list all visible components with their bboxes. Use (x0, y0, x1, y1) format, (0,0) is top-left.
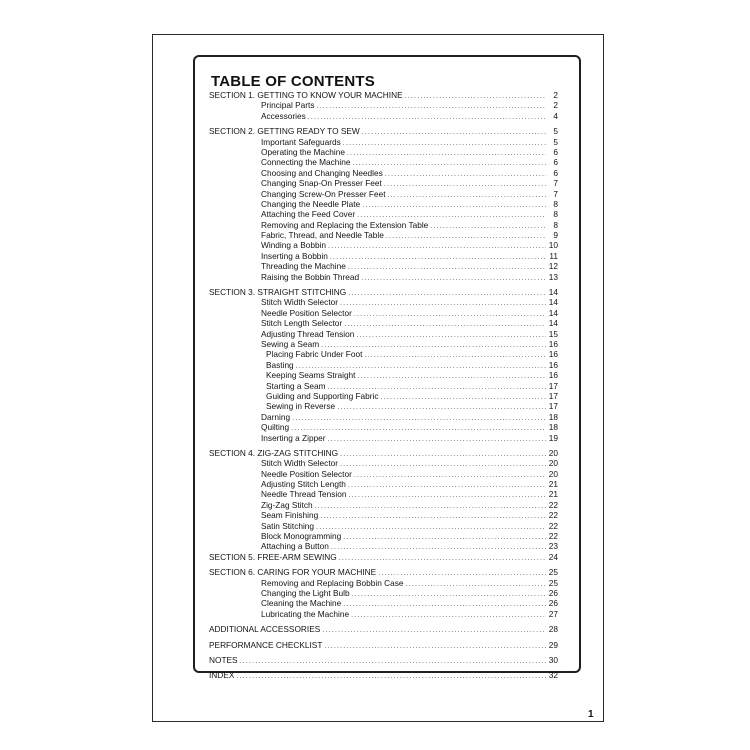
toc-entry-label: INDEX (209, 670, 235, 681)
toc-entry (209, 531, 558, 541)
toc-entry-page: 2 (553, 90, 558, 100)
toc-entry-label: Changing Screw-On Presser Feet (261, 188, 386, 199)
toc-entry (209, 391, 558, 401)
toc-entry-page: 21 (548, 479, 558, 490)
toc-entry (209, 422, 558, 432)
toc-entry-page: 14 (548, 297, 558, 308)
toc-entry-label: Needle Thread Tension (261, 489, 347, 500)
toc-entry (209, 178, 558, 188)
toc-entry-page: 5 (553, 126, 558, 137)
toc-entry (209, 510, 558, 520)
toc-entry-page: 17 (548, 401, 558, 412)
toc-entry (209, 308, 558, 318)
toc-entry-label: Guiding and Supporting Fabric (266, 390, 379, 401)
toc-entry (209, 469, 558, 479)
toc-entry (209, 287, 558, 297)
toc-entry-page: 32 (548, 670, 558, 681)
toc-entry-page: 25 (548, 577, 558, 588)
toc-entry-label: SECTION 3. STRAIGHT STITCHING (209, 287, 347, 298)
toc-entry (209, 448, 558, 458)
toc-entry (209, 458, 558, 468)
dot-leader (361, 274, 546, 284)
toc-entry (209, 209, 558, 219)
toc-entry (209, 297, 558, 307)
toc-entry-label: Connecting the Machine (261, 157, 351, 168)
toc-entry-label: Satin Stitching (261, 520, 315, 531)
toc-entry-label: Principal Parts (261, 100, 315, 111)
dot-leader (343, 139, 546, 149)
toc-entry-label: NOTES (209, 654, 238, 665)
toc-entry-page: 10 (548, 240, 558, 251)
dot-leader (354, 471, 546, 481)
toc-entry-label: Adjusting Thread Tension (261, 328, 355, 339)
dot-leader (362, 201, 546, 211)
toc-entry-label: PERFORMANCE CHECKLIST (209, 639, 323, 650)
toc-entry-page: 6 (553, 146, 558, 157)
toc-entry-page: 2 (553, 100, 558, 111)
toc-entry (209, 329, 558, 339)
toc-entry (209, 189, 558, 199)
dot-leader (320, 512, 546, 522)
toc-entry-label: Block Monogramming (261, 531, 342, 542)
toc-entry (209, 90, 558, 100)
toc-entry-page: 13 (548, 271, 558, 282)
toc-entry (209, 433, 558, 443)
toc-entry-page: 8 (553, 198, 558, 209)
toc-entry-page: 5 (553, 136, 558, 147)
toc-entry-label: Needle Position Selector (261, 468, 352, 479)
dot-leader (328, 242, 546, 252)
toc-entry-page: 8 (553, 209, 558, 220)
toc-entry-page: 24 (548, 551, 558, 562)
toc-entry-page: 16 (548, 349, 558, 360)
dot-leader (348, 289, 546, 299)
toc-entry-page: 26 (548, 598, 558, 609)
toc-entry-label: Sewing in Reverse (266, 401, 336, 412)
dot-leader (340, 460, 546, 470)
toc-entry-label: Raising the Bobbin Thread (261, 271, 360, 282)
toc-entry-page: 6 (553, 157, 558, 168)
toc-entry (209, 240, 558, 250)
toc-entry (209, 381, 558, 391)
dot-leader (388, 191, 546, 201)
toc-entry-page: 20 (548, 458, 558, 469)
toc-entry-page: 15 (548, 328, 558, 339)
toc-entry-label: Attaching the Feed Cover (261, 209, 356, 220)
toc-entry-page: 22 (548, 510, 558, 521)
toc-entry-label: SECTION 2. GETTING READY TO SEW (209, 126, 360, 137)
toc-entry-label: Starting a Seam (266, 380, 326, 391)
toc-entry (209, 655, 558, 665)
toc-entry (209, 588, 558, 598)
dot-leader (386, 232, 546, 242)
toc-entry (209, 541, 558, 551)
toc-entry (209, 598, 558, 608)
toc-entry (209, 272, 558, 282)
toc-entry-page: 22 (548, 531, 558, 542)
toc-entry-page: 25 (548, 567, 558, 578)
toc-entry (209, 401, 558, 411)
toc-entry-page: 4 (553, 110, 558, 121)
toc-entry-page: 19 (548, 432, 558, 443)
toc-entry-label: Needle Position Selector (261, 307, 352, 318)
toc-entry (209, 500, 558, 510)
dot-leader (405, 92, 546, 102)
dot-leader (328, 435, 546, 445)
toc-entry-label: Keeping Seams Straight (266, 370, 356, 381)
toc-entry-label: SECTION 4. ZIG-ZAG STITCHING (209, 447, 339, 458)
toc-entry-label: Cleaning the Machine (261, 598, 342, 609)
toc-entry-page: 14 (548, 307, 558, 318)
dot-leader (331, 543, 546, 553)
toc-entry-label: Sewing a Seam (261, 338, 320, 349)
toc-entry (209, 670, 558, 680)
toc-entry-label: Adjusting Stitch Length (261, 479, 346, 490)
toc-entry-label: Choosing and Changing Needles (261, 167, 383, 178)
dot-leader (240, 657, 546, 667)
dot-leader (348, 481, 546, 491)
toc-entry-page: 29 (548, 639, 558, 650)
toc-entry-page: 7 (553, 178, 558, 189)
toc-entry (209, 111, 558, 121)
toc-entry-page: 14 (548, 287, 558, 298)
toc-entry-page: 6 (553, 167, 558, 178)
toc-entry (209, 349, 558, 359)
dot-leader (356, 331, 546, 341)
dot-leader (352, 590, 546, 600)
toc-entry-page: 18 (548, 411, 558, 422)
dot-leader (317, 102, 547, 112)
toc-entry (209, 552, 558, 562)
dot-leader (347, 149, 546, 159)
dot-leader (381, 393, 546, 403)
dot-leader (236, 672, 546, 682)
dot-leader (322, 626, 546, 636)
dot-leader (430, 222, 546, 232)
toc-entry (209, 412, 558, 422)
toc-entry-page: 16 (548, 370, 558, 381)
toc-entry (209, 137, 558, 147)
toc-entry-label: Changing the Light Bulb (261, 587, 350, 598)
toc-entry (209, 230, 558, 240)
toc-entry-label: Fabric, Thread, and Needle Table (261, 230, 384, 241)
toc-entry-page: 17 (548, 390, 558, 401)
toc-entry (209, 489, 558, 499)
toc-entry (209, 339, 558, 349)
toc-entry-label: SECTION 5. FREE-ARM SEWING (209, 551, 337, 562)
dot-leader (384, 180, 546, 190)
page-title: TABLE OF CONTENTS (211, 73, 375, 90)
dot-leader (348, 263, 546, 273)
toc-entry-label: Threading the Machine (261, 261, 346, 272)
toc-entry-label: Changing the Needle Plate (261, 198, 361, 209)
toc-entry-page: 20 (548, 447, 558, 458)
toc-entry-label: Changing Snap-On Presser Feet (261, 178, 382, 189)
toc-entry-page: 16 (548, 359, 558, 370)
dot-leader (357, 372, 546, 382)
toc-entry (209, 261, 558, 271)
toc-list (209, 90, 558, 681)
toc-entry-label: Important Safeguards (261, 136, 341, 147)
toc-entry-label: Inserting a Zipper (261, 432, 326, 443)
toc-entry-page: 22 (548, 499, 558, 510)
toc-entry-label: Zig-Zag Stitch (261, 499, 313, 510)
dot-leader (354, 310, 546, 320)
dot-leader (308, 113, 546, 123)
toc-entry (209, 126, 558, 136)
toc-entry-page: 8 (553, 219, 558, 230)
dot-leader (316, 523, 546, 533)
toc-entry-page: 14 (548, 318, 558, 329)
dot-leader (343, 533, 546, 543)
toc-entry (209, 157, 558, 167)
dot-leader (291, 424, 546, 434)
dot-leader (351, 611, 546, 621)
dot-leader (364, 351, 546, 361)
dot-leader (340, 450, 546, 460)
toc-entry-page: 22 (548, 520, 558, 531)
toc-entry (209, 640, 558, 650)
toc-entry (209, 609, 558, 619)
dot-leader (385, 170, 546, 180)
toc-entry-page: 20 (548, 468, 558, 479)
toc-entry-page: 26 (548, 587, 558, 598)
dot-leader (349, 491, 547, 501)
toc-entry-page: 16 (548, 338, 558, 349)
page-number: 1 (588, 709, 594, 720)
manual-page (152, 34, 604, 722)
toc-entry-label: Stitch Width Selector (261, 458, 339, 469)
toc-entry (209, 578, 558, 588)
toc-entry-label: Winding a Bobbin (261, 240, 327, 251)
toc-entry (209, 220, 558, 230)
toc-entry (209, 479, 558, 489)
toc-entry-page: 9 (553, 230, 558, 241)
toc-entry-label: Darning (261, 411, 291, 422)
toc-entry-page: 7 (553, 188, 558, 199)
toc-entry-label: Quilting (261, 422, 290, 433)
toc-entry-label: Removing and Replacing the Extension Table (261, 219, 429, 230)
toc-entry-label: ADDITIONAL ACCESSORIES (209, 624, 321, 635)
toc-entry (209, 199, 558, 209)
toc-entry (209, 100, 558, 110)
toc-entry-label: Stitch Width Selector (261, 297, 339, 308)
toc-entry-page: 30 (548, 654, 558, 665)
toc-entry-page: 17 (548, 380, 558, 391)
toc-entry-page: 12 (548, 261, 558, 272)
toc-entry-page: 11 (549, 250, 558, 261)
dot-leader (362, 128, 546, 138)
toc-entry (209, 147, 558, 157)
dot-leader (330, 253, 546, 263)
dot-leader (344, 320, 546, 330)
toc-entry-page: 21 (548, 489, 558, 500)
toc-entry-page: 18 (548, 422, 558, 433)
toc-entry (209, 318, 558, 328)
toc-entry-label: Accessories (261, 110, 306, 121)
toc-entry (209, 251, 558, 261)
toc-entry-label: Basting (266, 359, 294, 370)
dot-leader (324, 642, 546, 652)
toc-entry-page: 23 (548, 541, 558, 552)
dot-leader (292, 414, 546, 424)
toc-entry (209, 360, 558, 370)
toc-entry (209, 624, 558, 634)
dot-leader (337, 403, 546, 413)
toc-entry-label: Lubricating the Machine (261, 608, 350, 619)
toc-entry-label: Removing and Replacing Bobbin Case (261, 577, 404, 588)
toc-entry-page: 27 (548, 608, 558, 619)
toc-entry (209, 370, 558, 380)
dot-leader (406, 580, 546, 590)
dot-leader (340, 299, 546, 309)
toc-entry (209, 521, 558, 531)
toc-entry (209, 567, 558, 577)
toc-entry-label: Stitch Length Selector (261, 318, 343, 329)
toc-entry-label: SECTION 6. CARING FOR YOUR MACHINE (209, 567, 377, 578)
dot-leader (343, 600, 546, 610)
toc-entry-label: Seam Finishing (261, 510, 319, 521)
dot-leader (315, 502, 546, 512)
toc-entry-label: SECTION 1. GETTING TO KNOW YOUR MACHINE (209, 90, 403, 100)
dot-leader (339, 554, 546, 564)
toc-entry-label: Attaching a Button (261, 541, 329, 552)
toc-entry-label: Inserting a Bobbin (261, 250, 328, 261)
toc-entry-label: Placing Fabric Under Foot (266, 349, 363, 360)
toc-entry-label: Operating the Machine (261, 146, 345, 157)
toc-entry-page: 28 (548, 624, 558, 635)
